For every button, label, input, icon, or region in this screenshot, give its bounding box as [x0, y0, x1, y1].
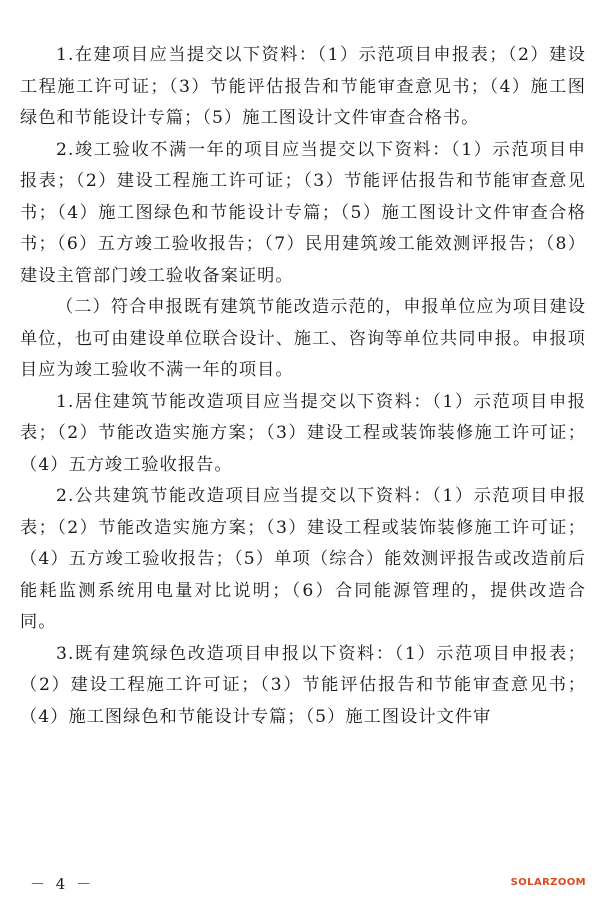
paragraph-public-retrofit: 2.公共建筑节能改造项目应当提交以下资料：（1）示范项目申报表；（2）节能改造实施方案；（3）建设工程或装饰装修施工许可证；（4）五方竣工验收报告；（5）单项（综合）能效测评报告或改造前后能耗监测系统用电量对比说明；（6）合同能源管理的，提供改造合同。 [20, 486, 586, 632]
paragraph-construction-projects: 1.在建项目应当提交以下资料：（1）示范项目申报表；（2）建设工程施工许可证；（3）节能评估报告和节能审查意见书；（4）施工图绿色和节能设计专篇；（5）施工图设计文件审查合格书。 [20, 45, 586, 128]
paragraph-retrofit-demonstration: （二）符合申报既有建筑节能改造示范的，申报单位应为项目建设单位，也可由建设单位联合设计、施工、咨询等单位共同申报。申报项目应为竣工验收不满一年的项目。 [20, 297, 586, 380]
paragraph-completed-projects: 2.竣工验收不满一年的项目应当提交以下资料：（1）示范项目申报表；（2）建设工程施工许可证；（3）节能评估报告和节能审查意见书；（4）施工图绿色和节能设计专篇；（5）施工图设计文件审查合格书；（6）五方竣工验收报告；（7）民用建筑竣工能效测评报告；（8）建设主管部门竣工验收备案证明。 [20, 139, 586, 286]
watermark-logo: SOLARZOOM [510, 877, 586, 888]
paragraph-residential-retrofit: 1.居住建筑节能改造项目应当提交以下资料：（1）示范项目申报表；（2）节能改造实施方案；（3）建设工程或装饰装修施工许可证；（4）五方竣工验收报告。 [20, 391, 586, 475]
page-number: － 4 － [30, 875, 95, 893]
paragraph-green-retrofit: 3.既有建筑绿色改造项目申报以下资料：（1）示范项目申报表；（2）建设工程施工许可证；（3）节能评估报告和节能审查意见书；（4）施工图绿色和节能设计专篇；（5）施工图设计文件审 [20, 643, 586, 727]
document-body [20, 40, 586, 733]
